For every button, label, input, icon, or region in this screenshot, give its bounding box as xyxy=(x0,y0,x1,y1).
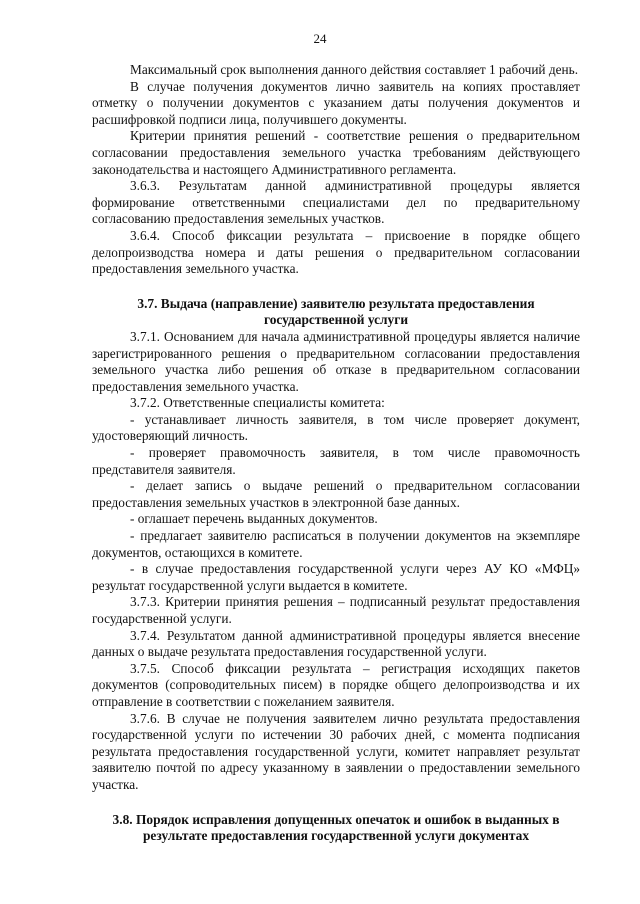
paragraph: 3.6.3. Результатам данной административной процедуры является формирование ответственными специалистами дел по предварительному согласованию предоставления земельных участков. xyxy=(92,178,580,227)
paragraph: 3.7.1. Основанием для начала административной процедуры является наличие зарегистрированного решения о предварительном согласовании предоставления земельного участка либо решения об отказе в предварительном согласовании предоставления земельного участка. xyxy=(92,328,580,394)
section-heading-3-8: 3.8. Порядок исправления допущенных опечаток и ошибок в выданных в результате предоставления государственной услуги документах xyxy=(112,811,560,844)
section-spacer xyxy=(92,794,580,812)
document-body xyxy=(92,62,580,845)
list-item: - в случае предоставления государственной услуги через АУ КО «МФЦ» результат государственной услуги выдается в комитете. xyxy=(92,561,580,593)
paragraph: В случае получения документов лично заявитель на копиях проставляет отметку о получении документов с указанием даты получения документов и расшифровкой подписи лица, получившего документы. xyxy=(92,78,580,127)
section-heading-3-7: 3.7. Выдача (направление) заявителю результата предоставления государственной услуги xyxy=(137,295,535,328)
list-item: - предлагает заявителю расписаться в получении документов на экземпляре документов, остающихся в комитете. xyxy=(92,528,580,560)
list-item: - делает запись о выдаче решений о предварительном согласовании предоставления земельных участков в электронной базе данных. xyxy=(92,478,580,510)
paragraph: 3.7.6. В случае не получения заявителем лично результата предоставления государственной услуги по истечении 30 рабочих дней, с момента подписания результата предоставления государственной услуги, комитет направляет результат заявителю почтой по адресу указанному в заявлении о предоставлении земельного участка. xyxy=(92,710,580,792)
paragraph: 3.7.4. Результатом данной административной процедуры является внесение данных о выдаче результата предоставления государственной услуги. xyxy=(92,627,580,660)
paragraph: 3.7.5. Способ фиксации результата – регистрация исходящих пакетов документов (сопроводительных писем) в порядке общего делопроизводства и их отправление в соответствии с пожеланием заявителя. xyxy=(92,660,580,709)
paragraph: 3.6.4. Способ фиксации результата – присвоение в порядке общего делопроизводства номера и даты решения о предварительном согласовании предоставления земельного участка. xyxy=(92,227,580,277)
paragraph: Максимальный срок выполнения данного действия составляет 1 рабочий день. xyxy=(130,62,579,77)
list-item: - оглашает перечень выданных документов. xyxy=(130,511,378,527)
paragraph: 3.7.3. Критерии принятия решения – подписанный результат предоставления государственной услуги. xyxy=(92,594,580,626)
section-spacer xyxy=(92,278,580,296)
page-number: 24 xyxy=(313,31,327,46)
paragraph: 3.7.2. Ответственные специалисты комитета: xyxy=(130,395,385,411)
paragraph: Критерии принятия решений - соответствие решения о предварительном согласовании предоставления земельного участка требованиям действующего законодательства и настоящего Административного регламента. xyxy=(92,128,580,177)
list-item: - устанавливает личность заявителя, в том числе проверяет документ, удостоверяющий личность. xyxy=(92,411,580,444)
list-item: - проверяет правомочность заявителя, в том числе правомочность представителя заявителя. xyxy=(92,445,580,477)
